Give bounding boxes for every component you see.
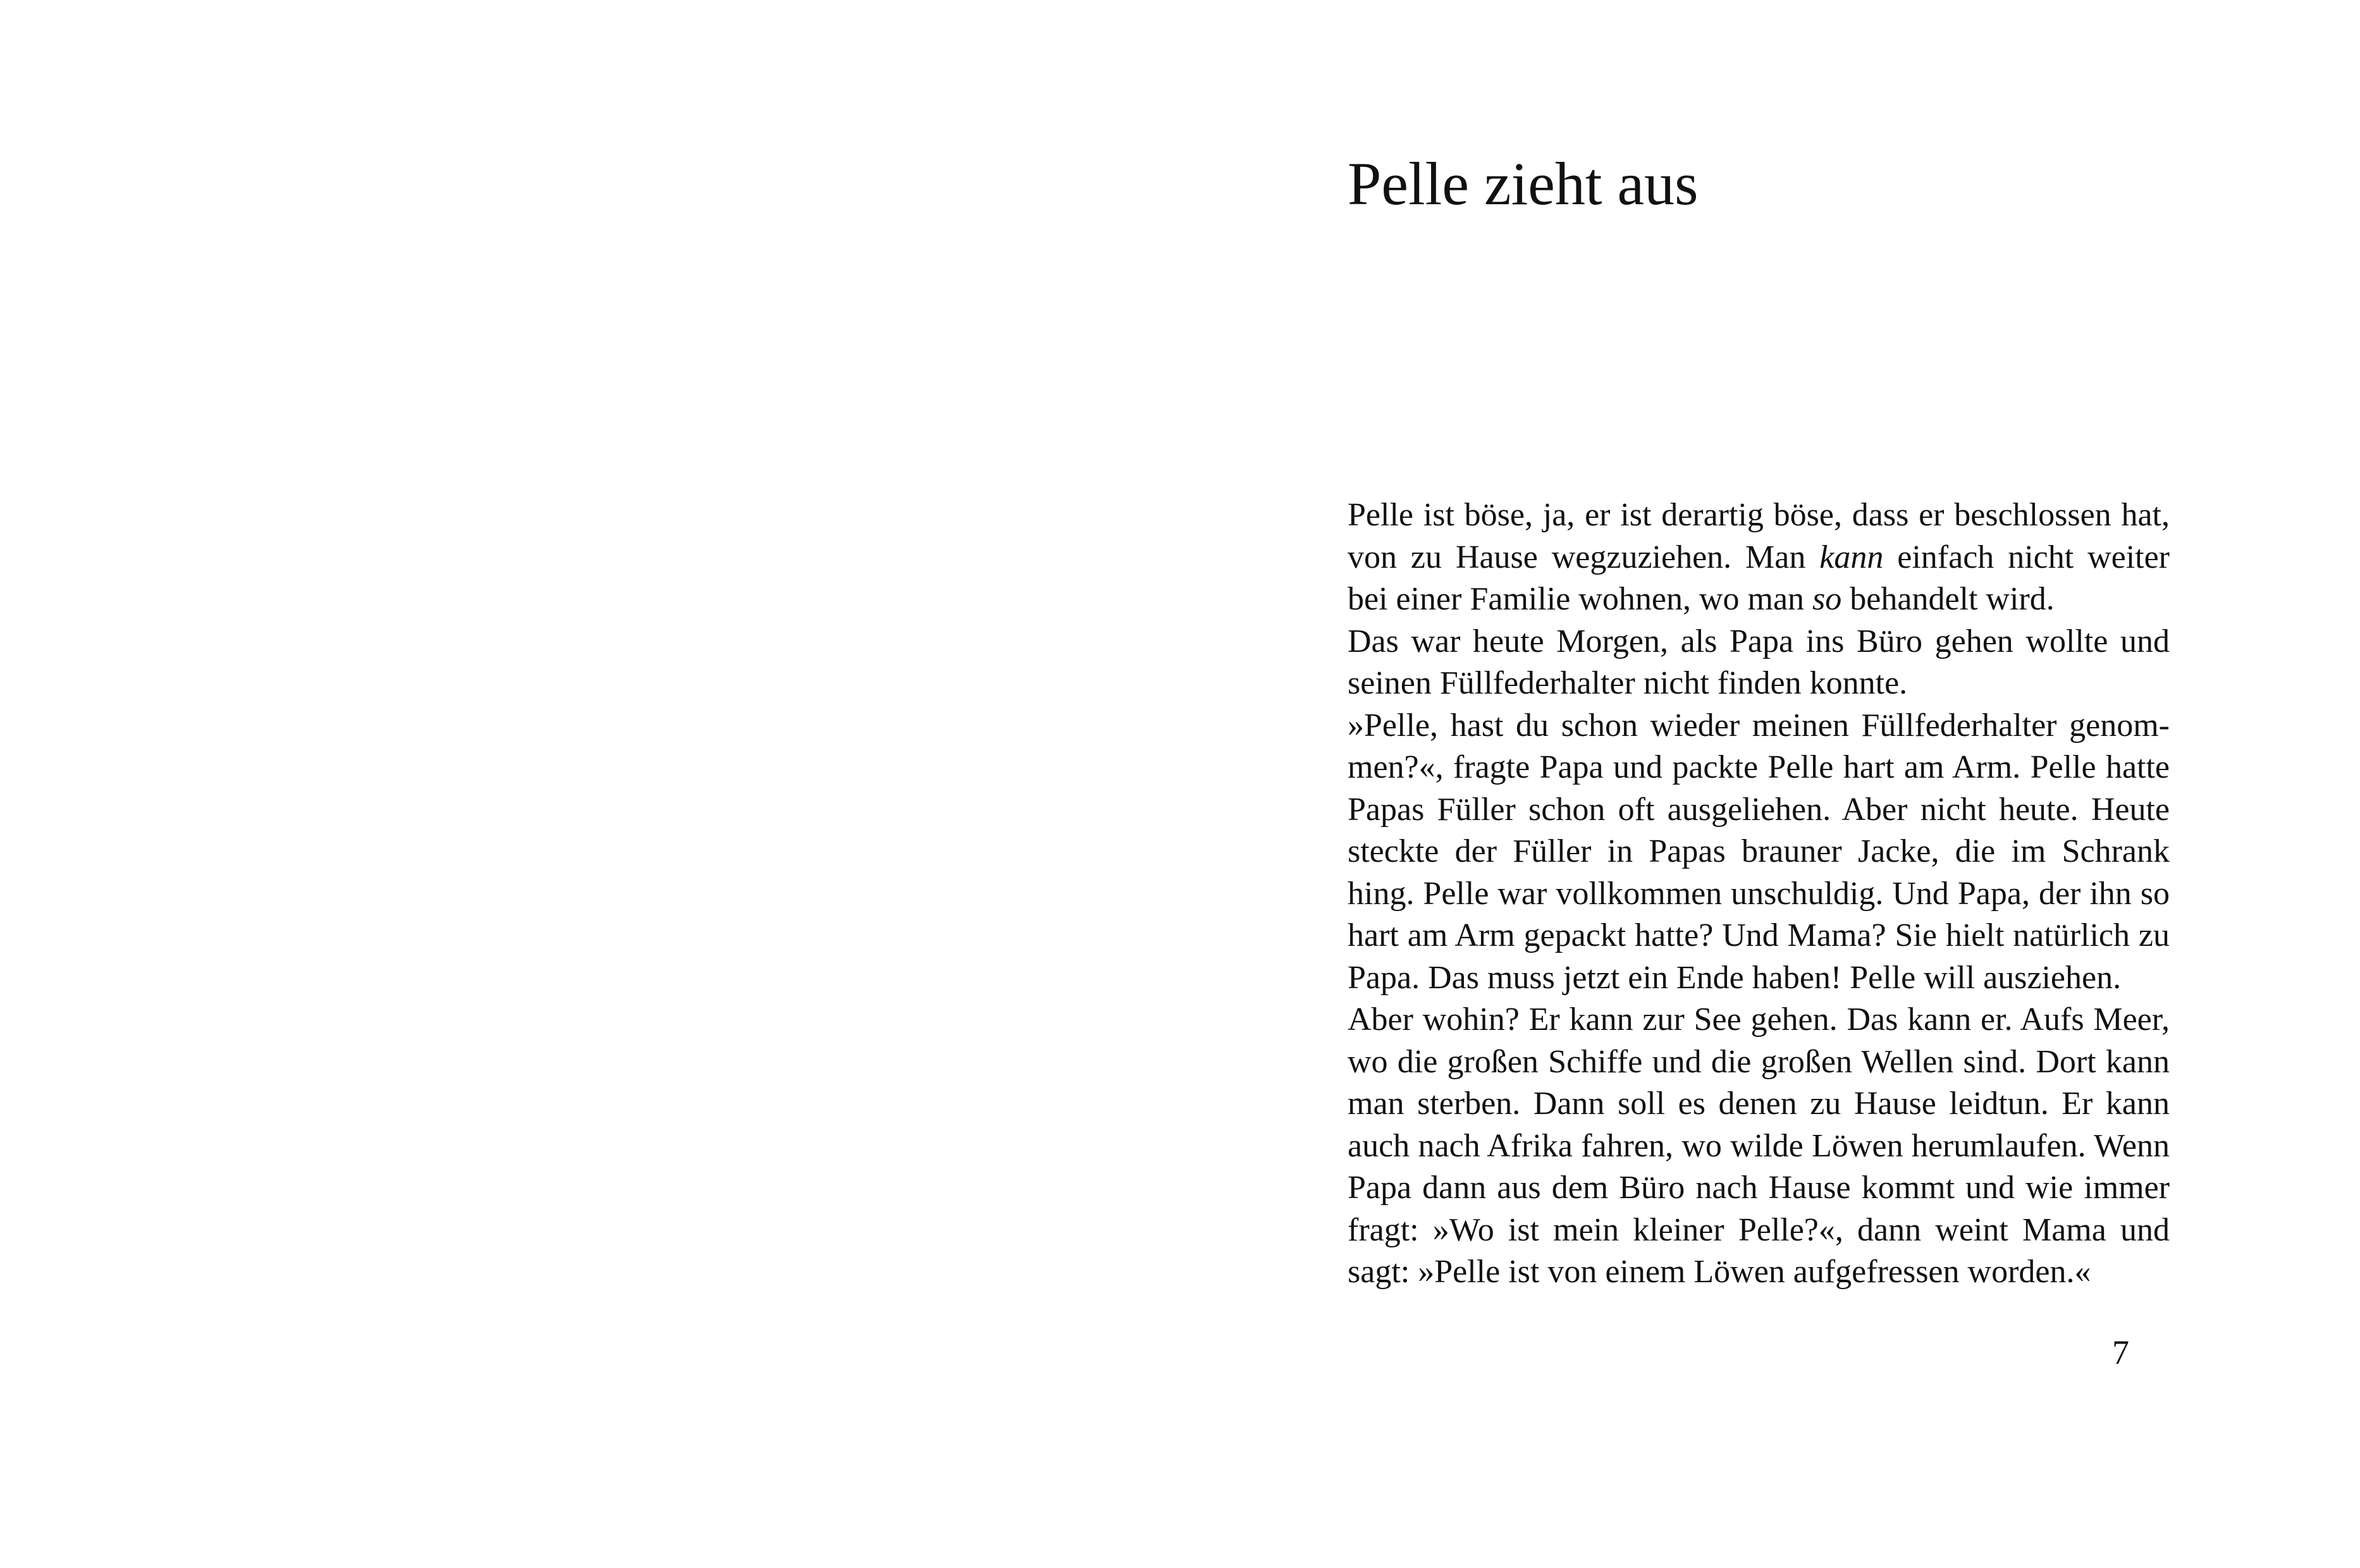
text-run: »Pelle, hast du schon wieder meinen Füllfederhalter genommen?«, fragte Papa und packte Pelle hart am Arm. Pelle hatte Papas Füller schon oft ausgeliehen. Aber nicht heute. Heute steckte der Füller in Papas brauner Jacke, die im Schrank hing. Pelle war vollkommen unschuldig. Und Papa, der ihn so hart am Arm gepackt hatte? Und Mama? Sie hielt natürlich zu Papa. Das muss jetzt ein Ende haben! Pelle will ausziehen. (1348, 707, 2170, 996)
emphasis-text: kann (1819, 539, 1884, 575)
page-number: 7 (2112, 1333, 2129, 1371)
text-run: Das war heute Morgen, als Papa ins Büro gehen wollte und seinen Füllfederhalter nicht finden konnte. (1348, 623, 2170, 701)
text-run: Aber wohin? Er kann zur See gehen. Das kann er. Aufs Meer, wo die großen Schiffe und die großen Wellen sind. Dort kann man sterben. Dann soll es denen zu Hause leidtun. Er kann auch nach Afrika fahren, wo wilde Löwen herumlaufen. Wenn Papa dann aus dem Büro nach Hause kommt und wie immer fragt: »Wo ist mein kleiner Pelle?«, dann weint Mama und sagt: »Pelle ist von einem Löwen aufgefressen worden.« (1348, 1001, 2170, 1290)
chapter-body-text (1348, 494, 2170, 1294)
body-paragraph (1348, 494, 2170, 621)
text-run: Pelle ist böse, ja, er ist derartig böse, dass er beschlossen hat, von zu Hause wegzuziehen. Man (1348, 497, 2170, 575)
body-paragraph (1348, 705, 2170, 1000)
emphasis-text: so (1812, 581, 1842, 617)
body-paragraph (1348, 999, 2170, 1294)
text-run: behandelt wird. (1841, 581, 2055, 617)
body-paragraph (1348, 621, 2170, 705)
text-run: einfach nicht weiter bei einer Familie wohnen, wo man (1348, 539, 2170, 617)
chapter-title: Pelle zieht aus (1348, 150, 1699, 217)
right-page (1180, 0, 2360, 1568)
